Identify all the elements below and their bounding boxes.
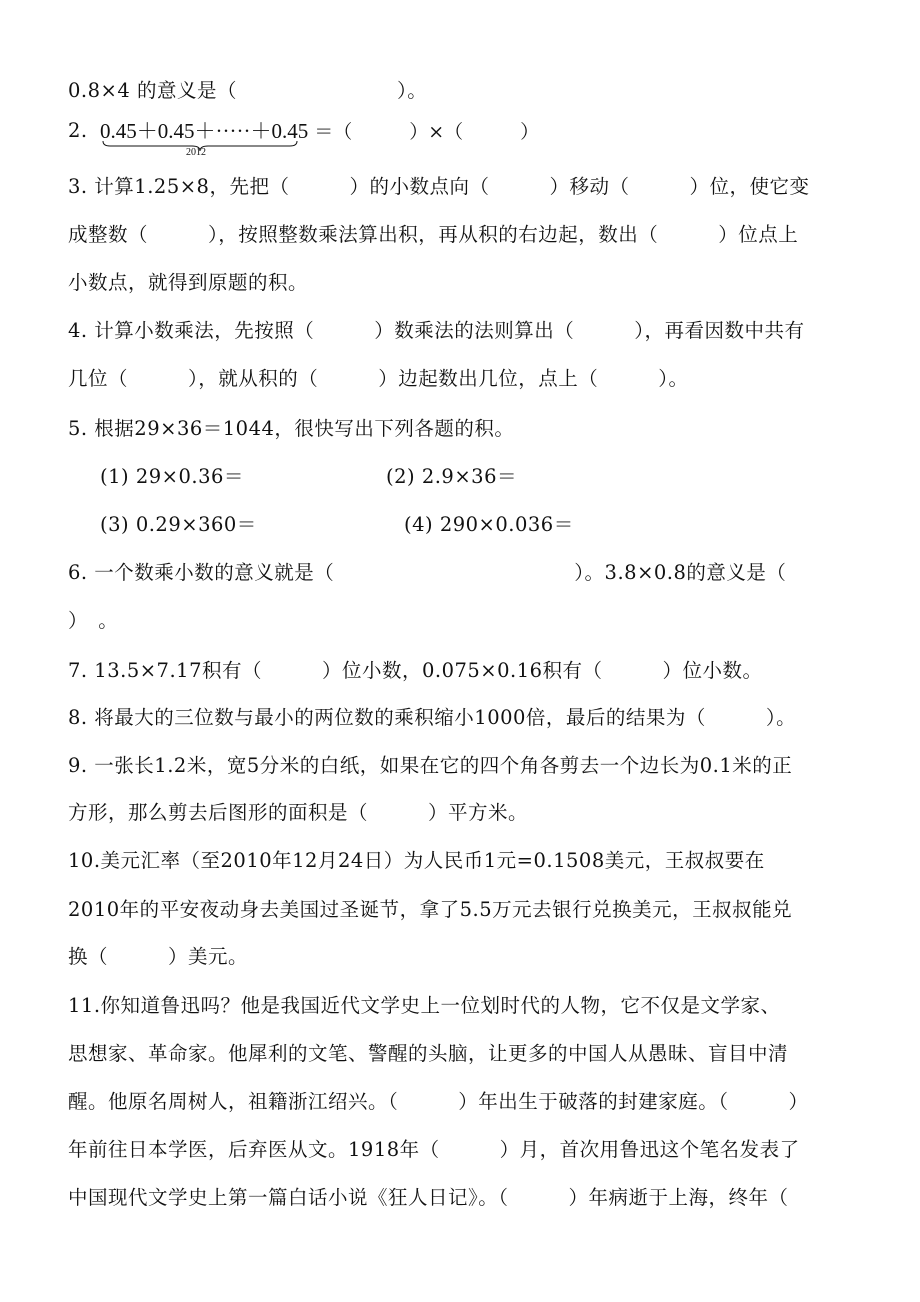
- q5-sub-1: (1) 29×0.36＝: [100, 465, 244, 488]
- q11-line-1: 11.你知道鲁迅吗？他是我国近代文学史上一位划时代的人物，它不仅是文学家、: [68, 994, 781, 1017]
- q5-sub-4: (4) 290×0.036＝: [404, 513, 574, 536]
- q11-line-5: 中国现代文学史上第一篇白话小说《狂人日记》。（ ）年病逝于上海，终年（: [68, 1186, 789, 1209]
- q3-line-3: 小数点，就得到原题的积。: [68, 271, 309, 294]
- q10-line-2: 2010年的平安夜动身去美国过圣诞节，拿了5.5万元去银行兑换美元，王叔叔能兑: [68, 898, 793, 921]
- q3-line-2: 成整数（ ），按照整数乘法算出积，再从积的右边起，数出（ ）位点上: [68, 223, 799, 246]
- q4-line-2: 几位（ ），就从积的（ ）边起数出几位，点上（ ）。: [68, 367, 689, 390]
- q8-line: 8. 将最大的三位数与最小的两位数的乘积缩小1000倍，最后的结果为（ ）。: [68, 706, 797, 729]
- q1-line: 0.8×4 的意义是（ ）。: [68, 79, 428, 102]
- q5-line: 5. 根据29×36＝1044，很快写出下列各题的积。: [68, 417, 515, 440]
- q11-line-4: 年前往日本学医，后弃医从文。1918年（ ）月，首次用鲁迅这个笔名发表了: [68, 1138, 800, 1161]
- q6-line-1: 6. 一个数乘小数的意义就是（ ）。3.8×0.8的意义是（: [68, 561, 787, 584]
- q5-sub-3: (3) 0.29×360＝: [100, 513, 257, 536]
- q9-line-2: 方形，那么剪去后图形的面积是（ ）平方米。: [68, 801, 529, 824]
- q2-term-count: 2012: [186, 147, 206, 158]
- q2-number: 2.: [68, 119, 88, 142]
- q6-line-2: ） 。: [68, 609, 119, 632]
- q10-line-1: 10.美元汇率（至2010年12月24日）为人民币1元=0.1508美元，王叔叔要在: [68, 849, 765, 872]
- q2-answer-blanks: ＝（ ）×（ ）: [314, 121, 540, 143]
- q11-line-3: 醒。他原名周树人，祖籍浙江绍兴。（ ）年出生于破落的封建家庭。（ ）: [68, 1090, 809, 1113]
- q9-line-1: 9. 一张长1.2米，宽5分米的白纸，如果在它的四个角各剪去一个边长为0.1米的正: [68, 754, 793, 777]
- q5-sub-2: (2) 2.9×36＝: [386, 465, 517, 488]
- q3-line-1: 3. 计算1.25×8，先把（ ）的小数点向（ ）移动（ ）位，使它变: [68, 175, 810, 198]
- q7-line: 7. 13.5×7.17积有（ ）位小数，0.075×0.16积有（ ）位小数。: [68, 659, 763, 682]
- q10-line-3: 换（ ）美元。: [68, 945, 249, 968]
- q4-line-1: 4. 计算小数乘法，先按照（ ）数乘法的法则算出（ ），再看因数中共有: [68, 319, 805, 342]
- q11-line-2: 思想家、革命家。他犀利的文笔、警醒的头脑，让更多的中国人从愚昧、盲目中清: [68, 1042, 789, 1065]
- q2-sum: 0.45＋0.45＋·····＋0.45: [100, 119, 309, 143]
